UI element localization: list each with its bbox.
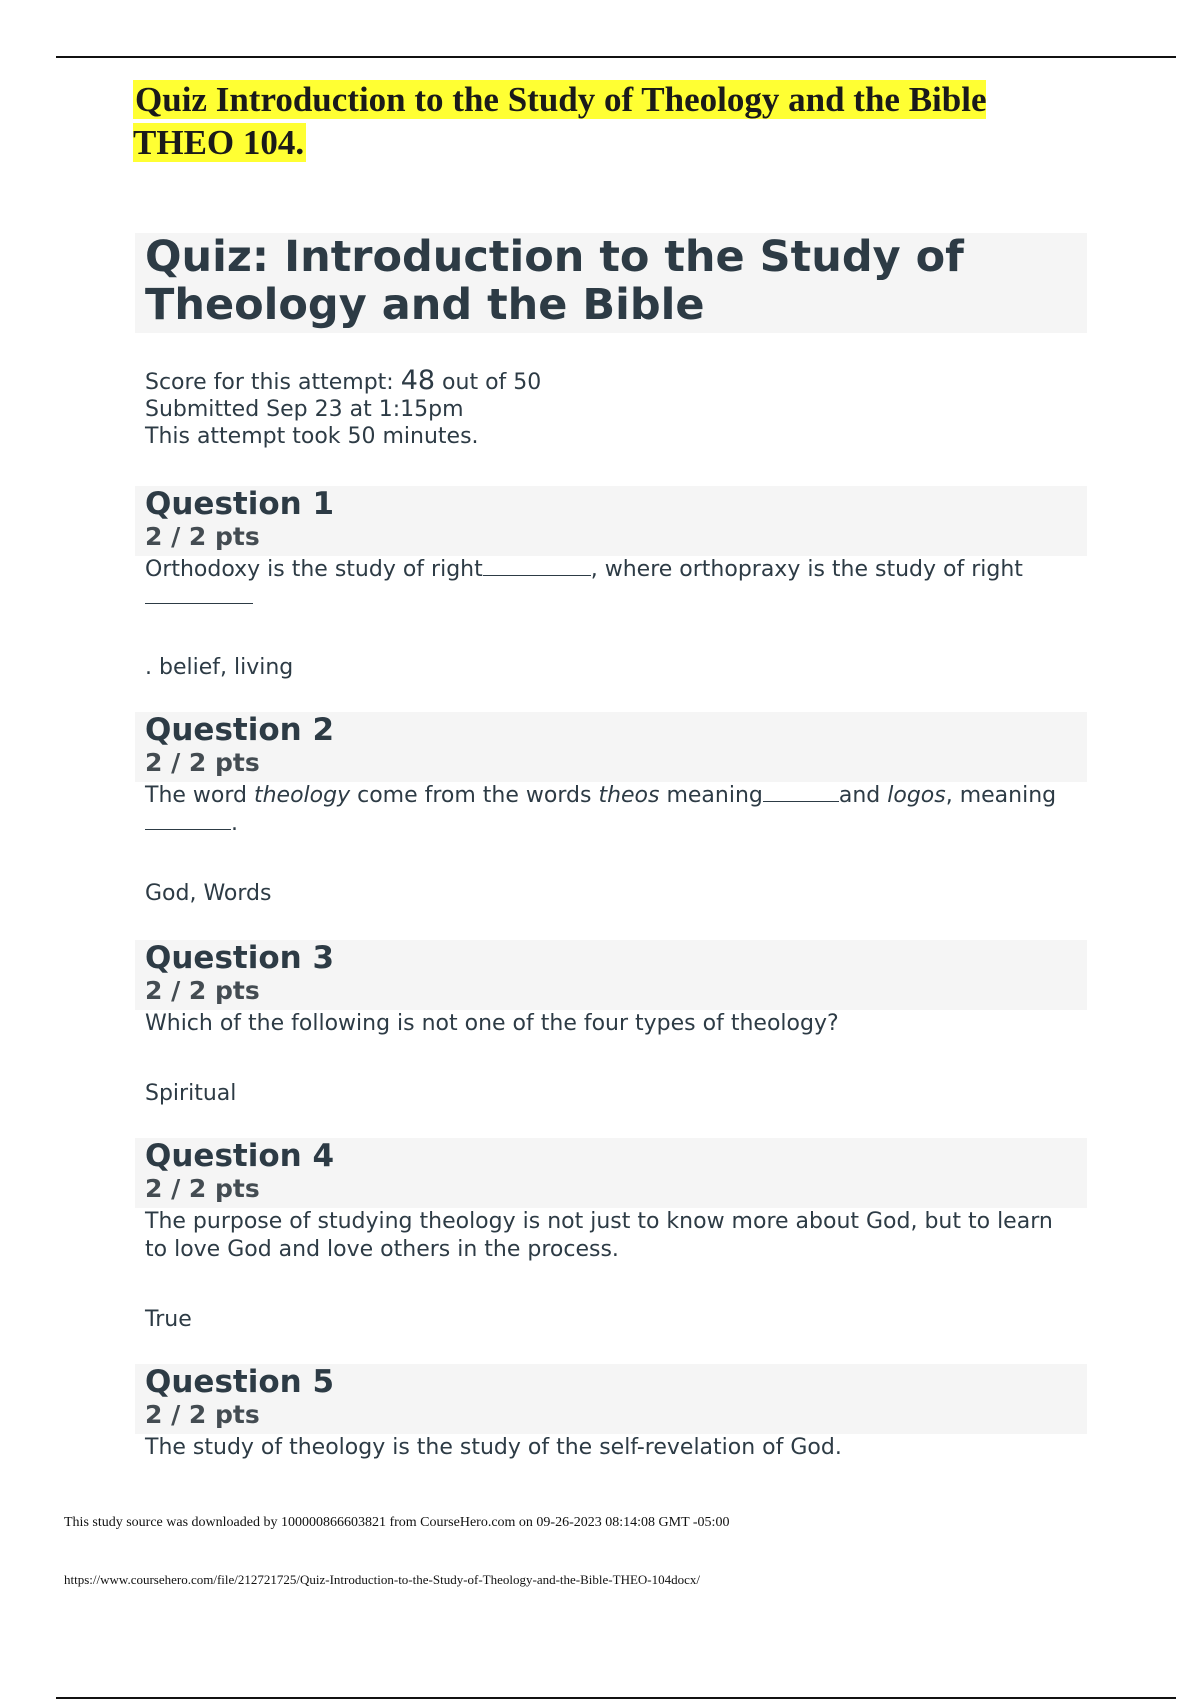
question-5-title: Question 5 (145, 1364, 335, 1400)
question-5-points: 2 / 2 pts (145, 1400, 260, 1429)
question-1-title: Question 1 (145, 486, 335, 522)
question-2-text-part: meaning (659, 783, 763, 808)
document-title-highlight: Quiz Introduction to the Study of Theology and the Bible THEO 104. (133, 80, 987, 162)
question-2-text-italic: theos (598, 783, 660, 808)
question-4-text: The purpose of studying theology is not just to know more about God, but to learn to love God and love others in the process. (145, 1209, 1053, 1262)
question-2-text-part: The word (145, 783, 254, 808)
quiz-heading-block (135, 233, 1087, 333)
question-3-points: 2 / 2 pts (145, 976, 260, 1005)
answer-blank (763, 783, 839, 802)
question-2 (135, 712, 1087, 906)
question-1-text-part: , where orthopraxy is the study of right (590, 557, 1023, 582)
question-5-text: The study of theology is the study of the self-revelation of God. (145, 1435, 842, 1460)
source-url: https://www.coursehero.com/file/212721725/Quiz-Introduction-to-the-Study-of-Theology-and-the-Bible-THEO-104docx/ (64, 1572, 701, 1587)
score-label: Score for this attempt: (145, 370, 401, 395)
score-value: 48 (400, 365, 436, 396)
question-5-header (135, 1364, 1087, 1434)
question-4-answer: True (145, 1307, 192, 1332)
question-1-text (135, 556, 1087, 612)
question-3 (135, 940, 1087, 1106)
question-2-text-part: come from the words (350, 783, 599, 808)
question-4-title: Question 4 (145, 1138, 335, 1174)
question-3-title: Question 3 (145, 940, 335, 976)
question-2-header (135, 712, 1087, 782)
question-2-points: 2 / 2 pts (145, 748, 260, 777)
answer-blank (145, 585, 253, 604)
question-3-text: Which of the following is not one of the four types of theology? (145, 1011, 839, 1036)
question-2-answer: God, Words (145, 881, 272, 906)
question-1 (135, 486, 1087, 680)
document-title (133, 78, 1073, 164)
answer-blank (483, 557, 591, 576)
question-2-text-part: and (838, 783, 888, 808)
question-2-text-italic: logos (887, 783, 946, 808)
question-3-header (135, 940, 1087, 1010)
question-5 (135, 1364, 1087, 1462)
score-suffix: out of 50 (435, 370, 542, 395)
question-1-answer: . belief, living (145, 655, 294, 680)
question-4-points: 2 / 2 pts (145, 1174, 260, 1203)
question-2-text-part: . (231, 811, 238, 836)
question-3-answer: Spiritual (145, 1081, 237, 1106)
question-2-text (135, 782, 1087, 838)
bottom-divider (56, 1697, 1176, 1699)
question-4 (135, 1138, 1087, 1332)
download-source-notice: This study source was downloaded by 100000866603821 from CourseHero.com on 09-26-2023 08:14:08 GMT -05:00 (64, 1515, 730, 1530)
score-line (145, 367, 541, 396)
attempt-duration: This attempt took 50 minutes. (145, 424, 479, 449)
question-4-header (135, 1138, 1087, 1208)
submitted-time: Submitted Sep 23 at 1:15pm (145, 397, 464, 422)
question-2-text-italic: theology (253, 783, 351, 808)
question-1-text-part: Orthodoxy is the study of right (145, 557, 483, 582)
question-2-text-part: , meaning (945, 783, 1057, 808)
answer-blank (145, 811, 231, 830)
question-1-points: 2 / 2 pts (145, 522, 260, 551)
attempt-summary (145, 367, 541, 450)
top-divider (56, 56, 1176, 58)
question-2-title: Question 2 (145, 712, 335, 748)
quiz-heading: Quiz: Introduction to the Study of Theology and the Bible (145, 232, 964, 330)
question-1-header (135, 486, 1087, 556)
